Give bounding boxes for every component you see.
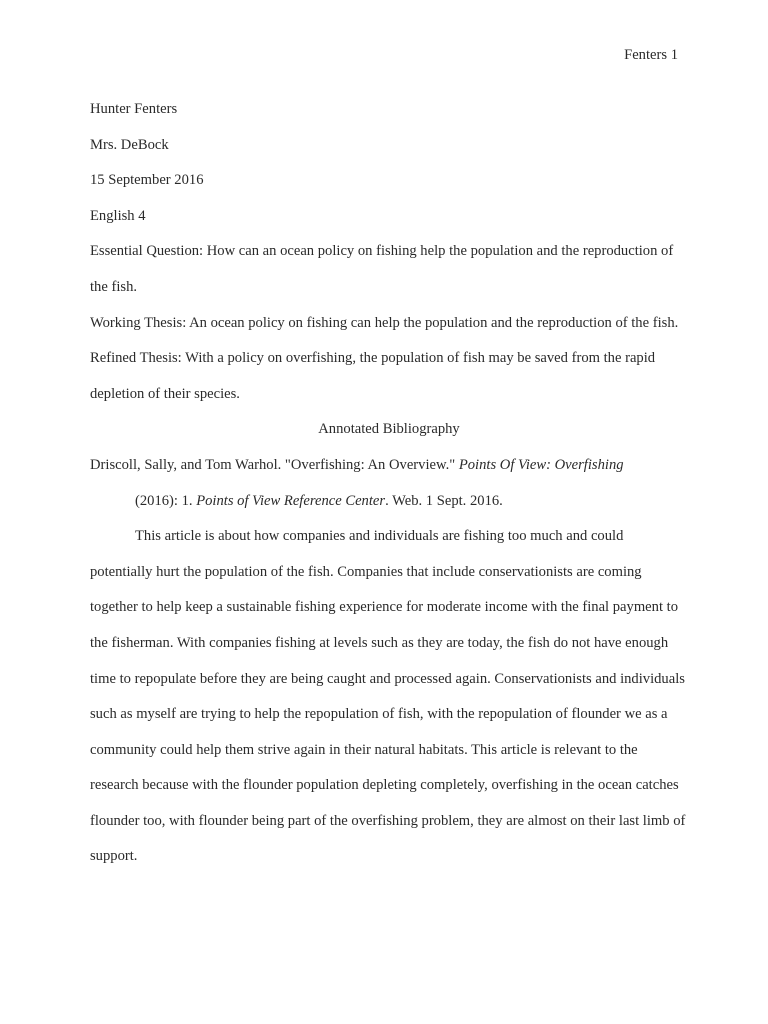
citation-authors-title: Driscoll, Sally, and Tom Warhol. "Overfishing: An Overview." [90,456,459,473]
document-body [90,92,688,875]
citation-database: Points of View Reference Center [196,492,386,509]
running-head: Fenters 1 [624,47,678,63]
instructor-name: Mrs. DeBock [90,136,169,153]
essential-question: Essential Question: How can an ocean policy on fishing help the population and the reproduction of the fish. [90,243,674,295]
citation-access: . Web. 1 Sept. 2016. [385,492,503,509]
document-date: 15 September 2016 [90,172,204,189]
working-thesis: Working Thesis: An ocean policy on fishing can help the population and the reproduction of the fish. [90,314,679,331]
refined-thesis: Refined Thesis: With a policy on overfishing, the population of fish may be saved from the rapid depletion of their species. [90,350,656,402]
student-name: Hunter Fenters [90,101,178,117]
annotation-paragraph: This article is about how companies and individuals are fishing too much and could potentially hurt the population of the fish. Companies that include conservationists are coming together to help keep a sustainable fishing experience for moderate income with the final payment to the fisherman. With companies fishing at levels such as they are today, the fish do not have enough time to repopulate before they are being caught and processed again. Conservationists and individuals such as myself are trying to help the repopulation of fish, with the repopulation of flounder we as a community could help them strive again in their natural habitats. This article is relevant to the research because with the flounder population depleting completely, overfishing in the ocean catches flounder too, with flounder being part of the overfishing problem, they are almost on their last limb of support. [90,528,686,865]
citation-volume-info: (2016): 1. [135,492,197,509]
bibliography-title: Annotated Bibliography [318,421,460,438]
course-name: English 4 [90,207,146,224]
citation-source: Points Of View: Overfishing [458,456,624,473]
citation-entry [90,448,688,519]
